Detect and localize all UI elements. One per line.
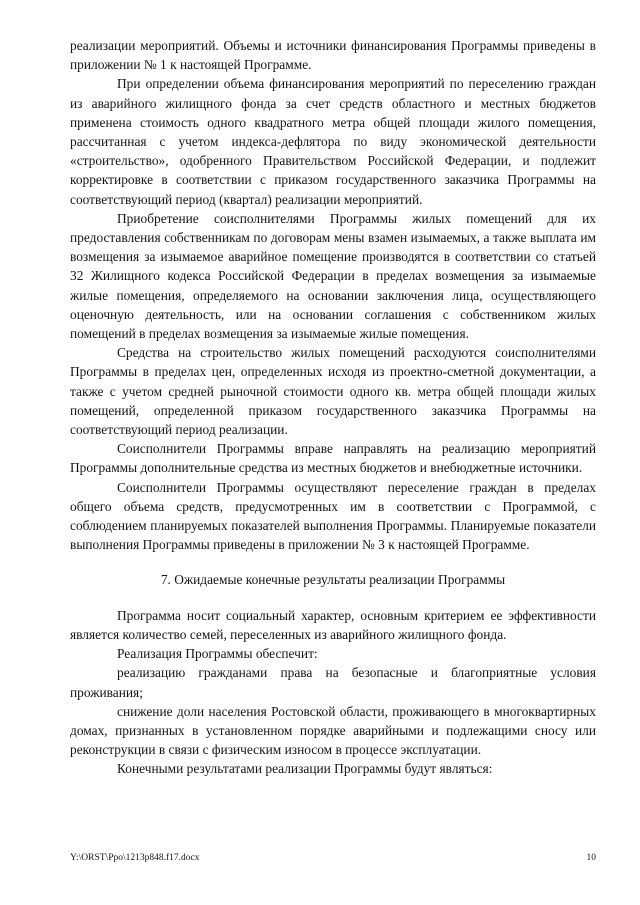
paragraph-right-to-housing: реализацию гражданами права на безопасные и благоприятные условия проживания; — [70, 665, 596, 700]
page-number: 10 — [586, 853, 596, 863]
paragraph-social-character: Программа носит социальный характер, основным критерием ее эффективности является количество семей, переселенных из аварийного жилищного фонда. — [70, 607, 596, 642]
paragraph-construction-funds: Средства на строительство жилых помещений расходуются соисполнителями Программы в пределах цен, определенных исходя из проектно-сметной документации, а также с учетом средней рыночной стоимости одного кв. метра общей площади жилых помещений, определенной приказом государственного заказчика Программы на соответствующий период реализации. — [70, 345, 596, 438]
paragraph-population-share: снижение доли населения Ростовской области, проживающего в многоквартирных домах, признанных в установленном порядке аварийными и подлежащими сносу или реконструкции в связи с физическим износом в процессе эксплуатации. — [70, 703, 596, 758]
page-body — [70, 36, 596, 779]
paragraph-final-results: Конечными результатами реализации Программы будут являться: — [117, 761, 493, 777]
paragraph-acquisition: Приобретение соисполнителями Программы жилых помещений для их предоставления собственникам по договорам мены взамен изымаемых, а также выплата им возмещения за изымаемое аварийное помещение производятся в соответствии со статьей 32 Жилищного кодекса Российской Федерации в пределах возмещения за изымаемые жилые помещения, определяемого на основании заключения лица, осуществляющего оценочную деятельность, или на основании соглашения с собственником жилых помещений в пределах возмещения за изымаемые жилые помещения. — [70, 210, 596, 342]
paragraph-additional-funds: Соисполнители Программы вправе направлять на реализацию мероприятий Программы дополнительные средства из местных бюджетов и внебюджетные источники. — [70, 441, 596, 476]
paragraph-funding-sources: реализации мероприятий. Объемы и источники финансирования Программы приведены в приложении № 1 к настоящей Программе. — [70, 38, 596, 73]
section-heading: 7. Ожидаемые конечные результаты реализации Программы — [160, 572, 506, 588]
paragraph-resettlement: Соисполнители Программы осуществляют переселение граждан в пределах общего объема средств, предусмотренных им в соответствии с Программой, с соблюдением планируемых показателей выполнения Программы. Планируемые показатели выполнения Программы приведены в приложении № 3 к настоящей Программе. — [70, 479, 596, 553]
paragraph-program-provides: Реализация Программы обеспечит: — [117, 646, 318, 662]
paragraph-cost-per-sqm: При определении объема финансирования мероприятий по переселению граждан из аварийного жилищного фонда за счет средств областного и местных бюджетов применена стоимость одного квадратного метра общей площади жилого помещения, рассчитанная с учетом индекса-дефлятора по виду экономической деятельности «строительство», одобренного Правительством Российской Федерации, и подлежит корректировке в соответствии с приказом государственного заказчика Программы на соответствующий период (квартал) реализации мероприятий. — [70, 76, 596, 207]
footer-file-path: Y:\ORST\Ppo\1213p848.f17.docx — [70, 853, 200, 863]
